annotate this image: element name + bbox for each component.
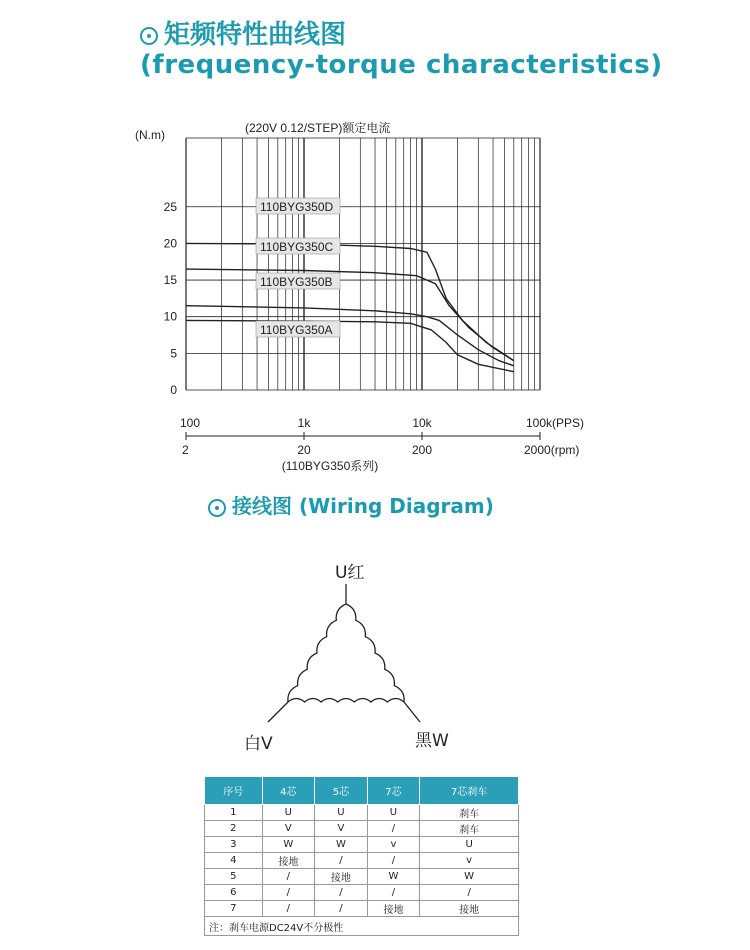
table-cell: 4 (205, 853, 263, 869)
table-cell: 刹车 (420, 821, 519, 837)
y-tick-label: 5 (170, 346, 177, 361)
table-cell: U (315, 805, 368, 821)
x-tick-label-rpm: 200 (411, 443, 433, 457)
table-cell: 接地 (315, 869, 368, 885)
table-cell: V (315, 821, 368, 837)
y-axis-label: (N.m) (135, 128, 165, 142)
table-cell: V (262, 821, 315, 837)
x-tick-label-rpm: 2 (182, 443, 189, 457)
header-5-core: 5芯 (315, 777, 368, 805)
table-cell: 接地 (420, 901, 519, 917)
label-u-red: U红 (335, 563, 365, 583)
y-tick-label: 20 (163, 236, 177, 251)
series-label: 110BYG350C (260, 240, 334, 254)
table-row (205, 869, 519, 885)
table-row (205, 837, 519, 853)
table-cell: 1 (205, 805, 263, 821)
coil-u-v (288, 604, 346, 702)
x-tick-label-pps: 10k (412, 416, 432, 430)
table-cell: / (315, 901, 368, 917)
table-note-row (205, 917, 519, 936)
chart-title-en: (frequency-torque characteristics) (140, 50, 663, 80)
table-cell: / (262, 869, 315, 885)
series-label: 110BYG350D (260, 200, 334, 214)
table-cell: 5 (205, 869, 263, 885)
table-row (205, 853, 519, 869)
wiring-title-text: 接线图 (Wiring Diagram) (232, 494, 494, 518)
coil-v-w (288, 699, 404, 703)
table-cell: 7 (205, 901, 263, 917)
table-cell: W (315, 837, 368, 853)
header-index: 序号 (205, 777, 263, 805)
triangle-coil (268, 584, 420, 722)
x-tick-label-pps: 100k(PPS) (526, 416, 585, 430)
series-line (186, 320, 514, 371)
table-cell: / (315, 853, 368, 869)
table-cell: 3 (205, 837, 263, 853)
coil-w-u (346, 604, 404, 702)
table-cell: / (262, 901, 315, 917)
x-tick-label-rpm: 2000(rpm) (524, 443, 580, 457)
table-cell: / (367, 821, 420, 837)
table-cell: / (367, 853, 420, 869)
header-7-core-brake: 7芯刹车 (420, 777, 519, 805)
chart-labels (135, 120, 584, 473)
table-cell: W (262, 837, 315, 853)
table-cell: W (367, 869, 420, 885)
wiring-title (208, 490, 494, 519)
wiring-table (204, 776, 519, 936)
x-tick-label-pps: 1k (297, 416, 311, 430)
chart-series (186, 243, 514, 371)
series-line (186, 243, 514, 360)
series-label: 110BYG350B (260, 275, 333, 289)
table-cell: 2 (205, 821, 263, 837)
table-cell: 6 (205, 885, 263, 901)
title-cn-text: 矩频特性曲线图 (164, 20, 347, 50)
table-cell: / (262, 885, 315, 901)
circle-dot-icon (208, 499, 226, 517)
table-cell: 接地 (262, 853, 315, 869)
table-row (205, 901, 519, 917)
chart-subtitle: (220V 0.12/STEP)额定电流 (245, 121, 391, 135)
x-tick-label-rpm: 20 (297, 443, 311, 457)
series-line (186, 306, 514, 366)
table-cell: U (420, 837, 519, 853)
table-header-row (205, 777, 519, 805)
table-cell: v (367, 837, 420, 853)
table-row (205, 805, 519, 821)
chart-grid (186, 138, 540, 390)
header-4-core: 4芯 (262, 777, 315, 805)
table-cell: W (420, 869, 519, 885)
table-cell: / (420, 885, 519, 901)
y-tick-label: 10 (163, 309, 177, 324)
y-tick-label: 15 (163, 273, 177, 288)
x-tick-label-pps: 100 (180, 416, 201, 430)
series-label: 110BYG350A (260, 323, 333, 337)
table-cell: / (315, 885, 368, 901)
table-cell: U (367, 805, 420, 821)
table-cell: v (420, 853, 519, 869)
table-row (205, 885, 519, 901)
table-cell: / (367, 885, 420, 901)
y-tick-label: 0 (170, 383, 177, 397)
label-w-black: 黑W (415, 731, 449, 751)
x-axis-footer: (110BYG350系列) (281, 459, 379, 473)
table-cell: U (262, 805, 315, 821)
label-v-white: 白V (244, 734, 273, 754)
table-row (205, 821, 519, 837)
table-cell: 接地 (367, 901, 420, 917)
y-tick-label: 25 (163, 199, 177, 214)
table-cell: 刹车 (420, 805, 519, 821)
series-line (186, 269, 514, 361)
header-7-core: 7芯 (367, 777, 420, 805)
terminal-w-lead (404, 702, 420, 722)
table-note: 注：刹车电源DC24V不分极性 (205, 917, 519, 936)
terminal-v-lead (268, 702, 288, 722)
